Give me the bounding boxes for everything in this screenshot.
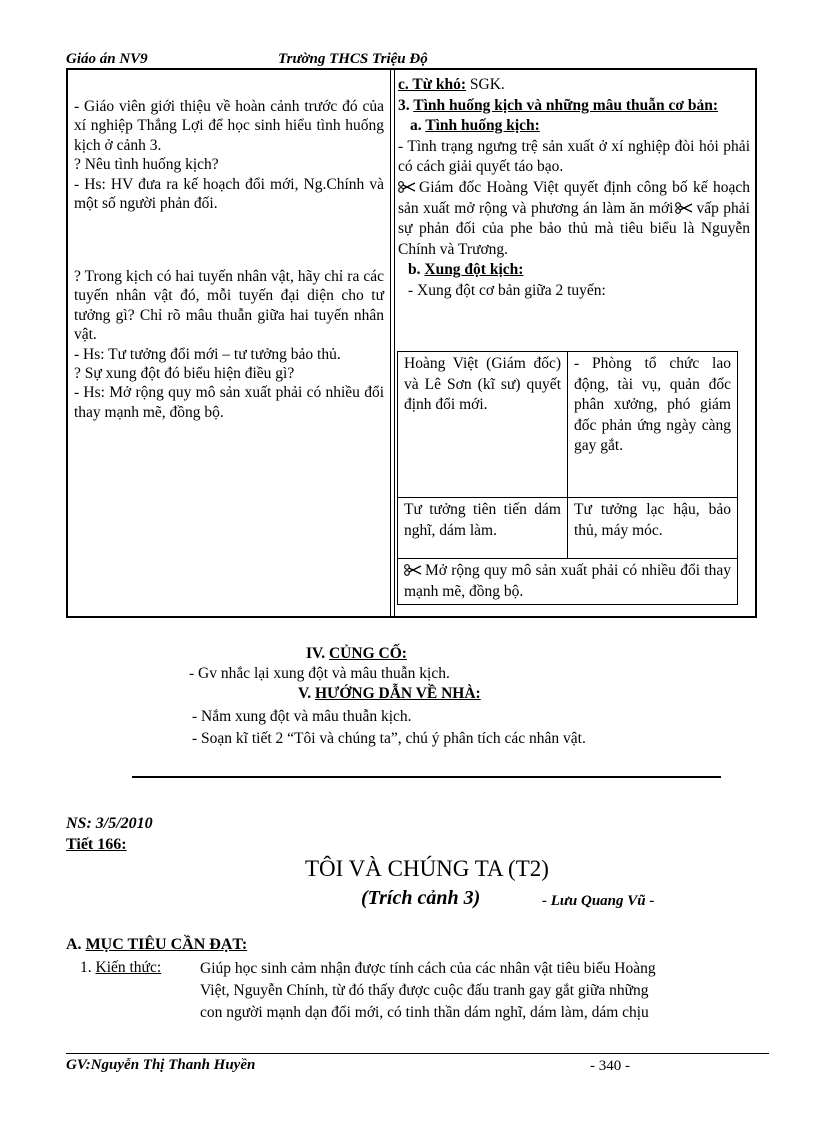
- sub-b-title: Xung đột kịch:: [424, 261, 524, 279]
- header-school: Trường THCS Triệu Độ: [278, 51, 428, 67]
- table-row: [398, 352, 738, 498]
- conflict-table: [397, 351, 738, 605]
- item-1-line: Giúp học sinh cảm nhận được tính cách của các nhân vật tiêu biểu Hoàng: [200, 960, 656, 977]
- left-paragraph: ? Trong kịch có hai tuyến nhân vật, hãy chỉ ra các tuyến nhân vật đó, mỗi tuyến đại diện cho tư tưởng gì? Chỉ rõ mâu thuẫn giữa hai tuyến nhân vật.: [74, 268, 384, 344]
- column-divider-a: [390, 68, 391, 618]
- item-1-number: 1.: [80, 959, 92, 976]
- left-paragraph: - Giáo viên giới thiệu về hoàn cảnh trước đó của xí nghiệp Thắng Lợi để học sinh hiểu tình huống kịch ở cảnh 3.: [74, 98, 384, 154]
- item-1-line: Việt, Nguyễn Chính, từ đó thấy được cuộc đấu tranh gay gắt giữa những: [200, 982, 649, 999]
- lesson-title: TÔI VÀ CHÚNG TA (T2): [305, 856, 549, 881]
- table-row: [398, 498, 738, 559]
- sub-b-paragraph: - Xung đột cơ bản giữa 2 tuyến:: [408, 281, 606, 299]
- page-number: - 340 -: [590, 1058, 630, 1074]
- section-a-title: MỤC TIÊU CẦN ĐẠT:: [85, 936, 248, 953]
- section-separator: [132, 776, 721, 778]
- section-v-line-1: - Nắm xung đột và mâu thuẫn kịch.: [192, 708, 412, 725]
- item-1-label: Kiến thức:: [95, 959, 162, 976]
- lesson-subtitle: (Trích cảnh 3): [361, 887, 481, 909]
- table-cell-conservative-thought: Tư tưởng lạc hậu, bảo thủ, máy móc.: [568, 498, 738, 559]
- table-cell-opponents: - Phòng tổ chức lao động, tài vụ, quản đốc phân xưởng, phó giám đốc phản ứng ngày càng gay gắt.: [568, 352, 738, 498]
- sub-a-number: a.: [410, 117, 422, 135]
- sub-a-paragraph-2-part1: Giám đốc Hoàng Việt quyết định công bố kế hoạch sản xuất mở rộng và phương án làm ăn mới: [398, 178, 750, 217]
- item-1-line: con người mạnh dạn đổi mới, có tinh thần dám nghĩ, dám làm, dám chịu: [200, 1004, 649, 1021]
- sub-b-number: b.: [408, 261, 421, 279]
- column-divider-b: [394, 68, 395, 618]
- item-1-body: [200, 958, 757, 1024]
- section-a-heading: [66, 936, 247, 954]
- left-paragraph: - Hs: Tư tưởng đổi mới – tư tưởng bảo thủ.: [74, 345, 341, 363]
- frame-bottom-border: [66, 616, 757, 618]
- lesson-author: - Lưu Quang Vũ -: [542, 893, 655, 909]
- section-v-title: HƯỚNG DẪN VỀ NHÀ:: [314, 685, 481, 702]
- section-3-number: 3.: [398, 96, 410, 114]
- sub-a-title: Tình huống kịch:: [425, 117, 540, 135]
- header-subject: Giáo án NV9: [66, 51, 148, 67]
- sub-a-heading: [398, 116, 750, 137]
- ns-date: NS: 3/5/2010: [66, 815, 153, 832]
- left-paragraph: - Hs: Mở rộng quy mô sản xuất phải có nhiều đổi thay mạnh mẽ, đồng bộ.: [74, 384, 384, 421]
- c-tu-kho-value: SGK.: [469, 76, 505, 93]
- c-tu-kho-label: c. Từ khó:: [398, 76, 467, 93]
- left-paragraph: ? Nêu tình huống kịch?: [74, 156, 219, 174]
- left-paragraph: - Hs: HV đưa ra kế hoạch đổi mới, Ng.Chính và một số người phản đối.: [74, 175, 384, 213]
- table-cell-innovators: Hoàng Việt (Giám đốc) và Lê Sơn (kĩ sư) quyết định đổi mới.: [398, 352, 568, 498]
- conclusion-text: Mở rộng quy mô sản xuất phải có nhiều đổi thay mạnh mẽ, đồng bộ.: [404, 562, 731, 600]
- section-iv-heading: [306, 644, 407, 664]
- section-v-line-2: - Soạn kĩ tiết 2 “Tôi và chúng ta”, chú ý phân tích các nhân vật.: [192, 730, 586, 747]
- section-3-title: Tình huống kịch và những mâu thuẫn cơ bản:: [413, 96, 718, 114]
- scissors-icon: [404, 564, 422, 576]
- scissors-icon: [398, 181, 416, 193]
- footer-teacher: GV:Nguyễn Thị Thanh Huyền: [66, 1057, 256, 1073]
- table-cell-progressive-thought: Tư tưởng tiên tiến dám nghĩ, dám làm.: [398, 498, 568, 559]
- sub-b-heading: [398, 260, 750, 281]
- right-content-block: [398, 75, 750, 302]
- table-row: [398, 559, 738, 605]
- frame-right-border: [755, 68, 757, 618]
- section-iv-line: - Gv nhắc lại xung đột và mâu thuẫn kịch.: [189, 665, 450, 682]
- left-activities-block-1: [74, 97, 384, 213]
- item-1-heading: [80, 958, 161, 978]
- section-v-heading: [298, 684, 481, 704]
- c-tu-kho-line: [398, 75, 750, 96]
- frame-left-border: [66, 68, 68, 618]
- lesson-number: Tiết 166:: [66, 836, 127, 853]
- section-v-number: V.: [298, 685, 312, 702]
- section-3-heading: [398, 96, 750, 117]
- section-iv-title: CỦNG CỐ:: [328, 645, 407, 662]
- footer-rule: [66, 1053, 769, 1054]
- sub-a-paragraph-2-part2: vấp phải sự phản đối của phe bảo thủ mà tiêu biểu là Nguyễn Chính và Trương.: [398, 199, 750, 258]
- frame-top-border: [66, 68, 757, 70]
- left-activities-block-2: [74, 267, 384, 422]
- scissors-icon: [675, 202, 693, 214]
- sub-a-paragraph-1: - Tình trạng ngưng trệ sản xuất ở xí nghiệp đòi hỏi phải có cách giải quyết táo bạo.: [398, 137, 750, 176]
- left-paragraph: ? Sự xung đột đó biểu hiện điều gì?: [74, 365, 295, 383]
- section-a-number: A.: [66, 936, 82, 953]
- section-iv-number: IV.: [306, 645, 326, 662]
- table-cell-conclusion: [398, 559, 738, 605]
- sub-a-paragraph-2: [398, 178, 750, 260]
